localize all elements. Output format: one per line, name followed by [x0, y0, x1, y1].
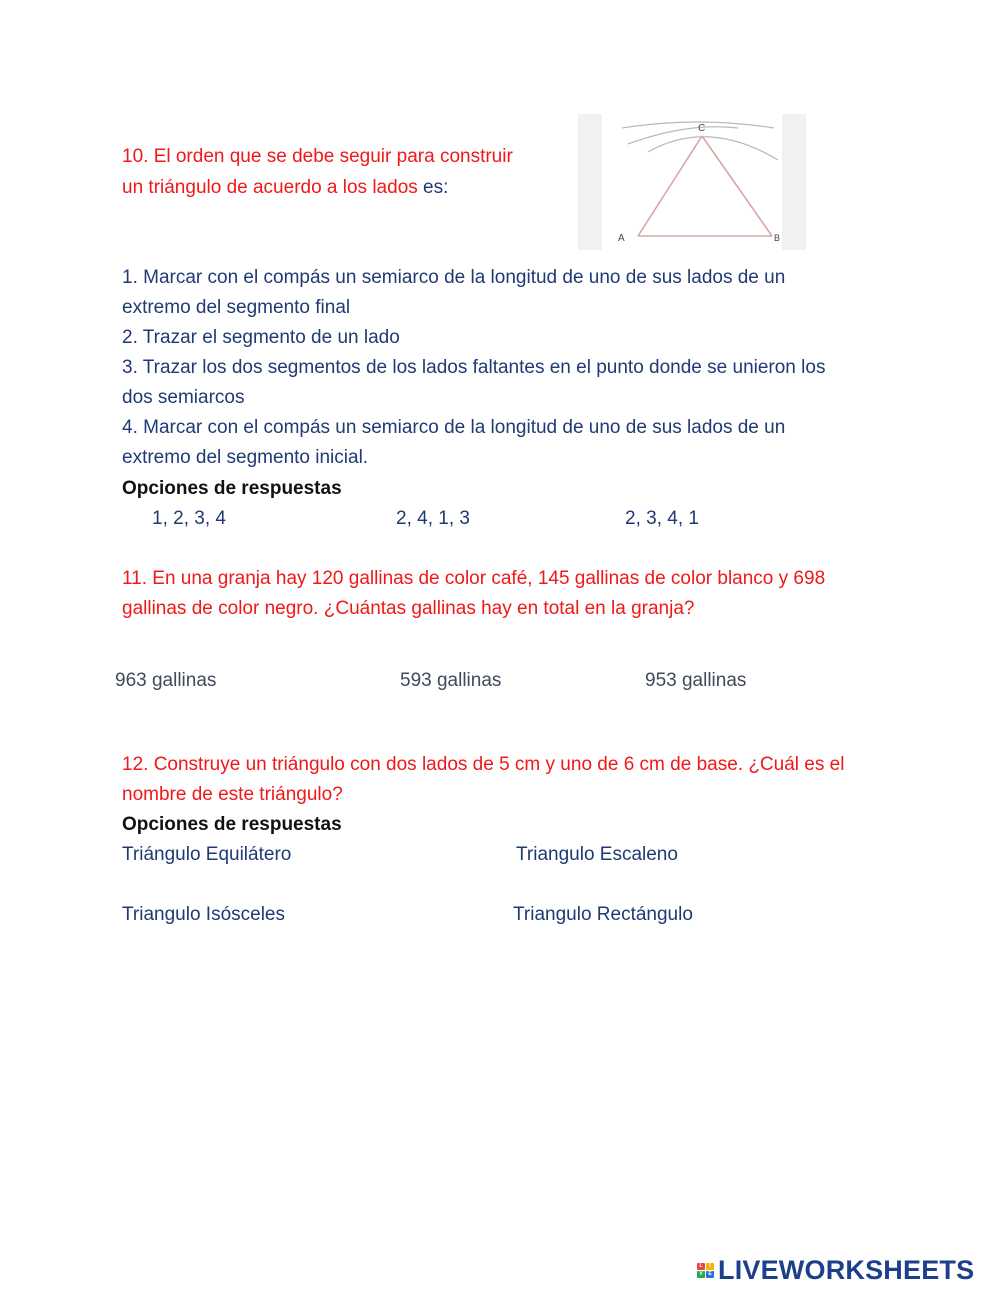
q12-title-line1: 12. Construye un triángulo con dos lados de 5 cm y uno de 6 cm de base. ¿Cuál es el [122, 754, 845, 775]
q11-title-line2: gallinas de color negro. ¿Cuántas gallinas hay en total en la granja? [122, 598, 695, 619]
q12-title-line2: nombre de este triángulo? [122, 784, 343, 805]
q12-option-escaleno[interactable]: Triangulo Escaleno [516, 844, 678, 865]
liveworksheets-logo [697, 1254, 974, 1286]
q12-option-rectangulo[interactable]: Triangulo Rectángulo [513, 904, 693, 925]
logo-tile-v: V [697, 1271, 705, 1278]
figure-right-border [782, 114, 806, 250]
q10-title-line2-red: un triángulo de acuerdo a los lados [122, 177, 418, 198]
vertex-a-label: A [618, 233, 625, 244]
logo-tiles-icon [697, 1263, 714, 1278]
figure-left-border [578, 114, 602, 250]
q10-title-line1: 10. El orden que se debe seguir para construir [122, 146, 513, 167]
q10-option-3[interactable]: 2, 3, 4, 1 [625, 508, 699, 529]
q12-option-equilatero[interactable]: Triángulo Equilátero [122, 844, 292, 865]
q10-title-line2-blue: es: [417, 177, 449, 198]
q10-step-3a: 3. Trazar los dos segmentos de los lados faltantes en el punto donde se unieron los [122, 357, 826, 378]
vertex-b-label: B [774, 233, 781, 243]
q11-title-line1: 11. En una granja hay 120 gallinas de color café, 145 gallinas de color blanco y 698 [122, 568, 826, 589]
q10-option-1[interactable]: 1, 2, 3, 4 [152, 508, 226, 529]
q10-step-4b: extremo del segmento inicial. [122, 447, 369, 468]
q10-step-2: 2. Trazar el segmento de un lado [122, 327, 400, 348]
logo-tile-e: E [706, 1271, 714, 1278]
logo-tile-i: I [706, 1263, 714, 1270]
q10-step-1b: extremo del segmento final [122, 297, 351, 318]
vertex-c-label: C [698, 123, 706, 134]
q12-options-title: Opciones de respuestas [122, 814, 342, 835]
q11-option-3[interactable]: 953 gallinas [645, 670, 747, 691]
q10-step-1a: 1. Marcar con el compás un semiarco de la longitud de uno de sus lados de un [122, 267, 786, 288]
q10-step-3b: dos semiarcos [122, 387, 245, 408]
q11-option-1[interactable]: 963 gallinas [115, 670, 217, 691]
logo-tile-l: L [697, 1263, 705, 1270]
logo-text: LIVEWORKSHEETS [718, 1254, 975, 1285]
q11-option-2[interactable]: 593 gallinas [400, 670, 502, 691]
q12-option-isosceles[interactable]: Triangulo Isósceles [122, 904, 285, 925]
triangle-construction-figure [578, 114, 806, 250]
q10-option-2[interactable]: 2, 4, 1, 3 [396, 508, 470, 529]
q10-options-title: Opciones de respuestas [122, 478, 342, 499]
q10-step-4a: 4. Marcar con el compás un semiarco de la longitud de uno de sus lados de un [122, 417, 786, 438]
q10-title-line2 [122, 173, 448, 203]
